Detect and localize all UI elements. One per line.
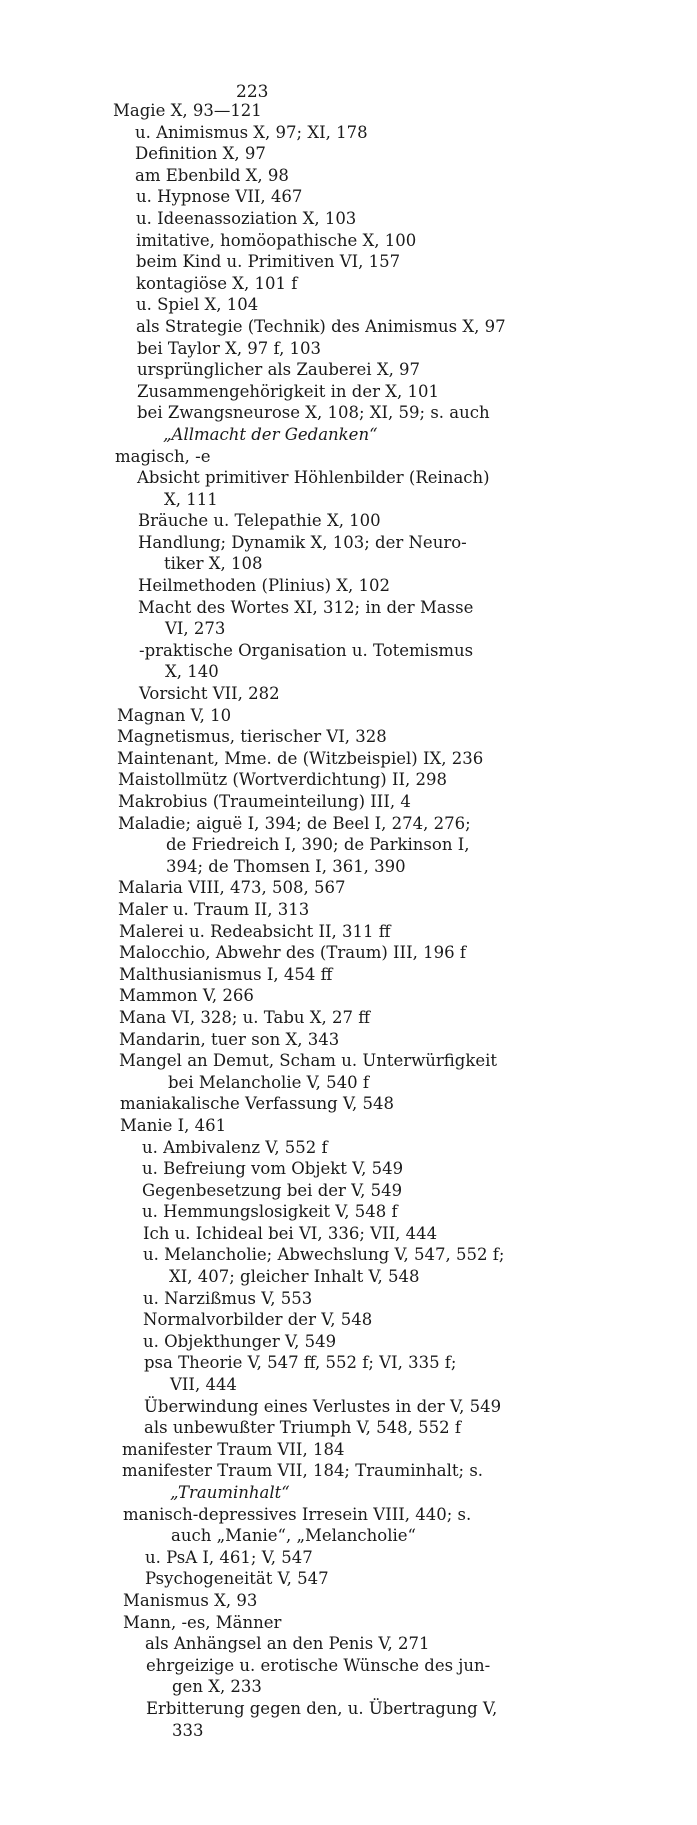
entry-text: kontagiöse X, 101 f xyxy=(136,273,298,293)
index-entry xyxy=(0,446,697,468)
index-subentry xyxy=(0,186,697,208)
index-continuation xyxy=(0,1676,697,1698)
entry-text: Normalvorbilder der V, 548 xyxy=(143,1310,373,1330)
entry-text: maniakalische Verfassung V, 548 xyxy=(120,1094,394,1114)
entry-text: u. Objekthunger V, 549 xyxy=(143,1331,337,1351)
index-entry xyxy=(0,964,697,986)
index-subentry xyxy=(0,294,697,316)
entry-text: auch „Manie“, „Melancholie“ xyxy=(171,1526,416,1546)
index-subentry xyxy=(0,1655,697,1677)
index-subentry xyxy=(0,1223,697,1245)
entry-text: Vorsicht VII, 282 xyxy=(139,684,280,704)
index-subentry xyxy=(0,1201,697,1223)
index-entry xyxy=(0,1050,697,1072)
index-continuation xyxy=(0,1072,697,1094)
index-entry xyxy=(0,1439,697,1461)
entry-text: X, 111 xyxy=(164,489,218,509)
index-entry xyxy=(0,100,697,122)
entry-text: Malerei u. Redeabsicht II, 311 ff xyxy=(119,921,391,941)
index-entry xyxy=(0,985,697,1007)
entry-text: Malaria VIII, 473, 508, 567 xyxy=(118,878,346,898)
entry-text: Magnan V, 10 xyxy=(117,705,232,725)
index-entry xyxy=(0,1590,697,1612)
entry-text: Macht des Wortes XI, 312; in der Masse xyxy=(138,597,474,617)
entry-text: Ich u. Ichideal bei VI, 336; VII, 444 xyxy=(143,1223,438,1243)
entry-text: beim Kind u. Primitiven VI, 157 xyxy=(136,252,401,272)
index-entry xyxy=(0,1504,697,1526)
entry-text: Mangel an Demut, Scham u. Unterwürfigkeit xyxy=(119,1051,498,1071)
entry-text: Manismus X, 93 xyxy=(123,1590,258,1610)
index-subentry xyxy=(0,1352,697,1374)
index-subentry xyxy=(0,1309,697,1331)
page-number: 223 xyxy=(236,82,269,102)
index-continuation xyxy=(0,1266,697,1288)
index-entry xyxy=(0,1029,697,1051)
index-subentry xyxy=(0,1417,697,1439)
entry-text: Malthusianismus I, 454 ff xyxy=(119,964,333,984)
index-entry xyxy=(0,1007,697,1029)
index-subentry xyxy=(0,316,697,338)
index-continuation xyxy=(0,856,697,878)
index-subentry xyxy=(0,510,697,532)
index-continuation xyxy=(0,1525,697,1547)
index-subentry xyxy=(0,122,697,144)
entry-text: de Friedreich I, 390; de Parkinson I, xyxy=(166,835,470,855)
index-entry xyxy=(0,791,697,813)
entry-text: Mann, -es, Männer xyxy=(123,1612,282,1632)
index-subentry xyxy=(0,1244,697,1266)
entry-text: u. Narzißmus V, 553 xyxy=(143,1288,313,1308)
entry-text: Maintenant, Mme. de (Witzbeispiel) IX, 236 xyxy=(117,748,484,768)
index-subentry xyxy=(0,532,697,554)
entry-text: gen X, 233 xyxy=(172,1677,262,1697)
index-continuation xyxy=(0,661,697,683)
index-subentry xyxy=(0,1137,697,1159)
entry-text: manifester Traum VII, 184 xyxy=(122,1439,345,1459)
entry-text: Mandarin, tuer son X, 343 xyxy=(119,1029,340,1049)
entry-text: Überwindung eines Verlustes in der V, 549 xyxy=(144,1396,502,1416)
index-continuation xyxy=(0,618,697,640)
entry-text: „Trauminhalt“ xyxy=(170,1483,290,1502)
index-continuation xyxy=(0,834,697,856)
entry-text: Maladie; aiguë I, 394; de Beel I, 274, 276; xyxy=(118,813,471,833)
entry-text: bei Melancholie V, 540 f xyxy=(168,1072,369,1092)
entry-text: Manie I, 461 xyxy=(120,1115,227,1135)
entry-text: Handlung; Dynamik X, 103; der Neuro- xyxy=(138,532,467,552)
entry-text: manisch-depressives Irresein VIII, 440; s. xyxy=(123,1504,472,1524)
index-subentry xyxy=(0,1331,697,1353)
entry-text: Maistollmütz (Wortverdichtung) II, 298 xyxy=(118,770,447,790)
index-subentry xyxy=(0,359,697,381)
index-entry xyxy=(0,1115,697,1137)
entry-text: VII, 444 xyxy=(170,1375,237,1395)
entry-text: u. Hypnose VII, 467 xyxy=(136,187,303,207)
entry-text: Maler u. Traum II, 313 xyxy=(118,899,310,919)
index-continuation xyxy=(0,1374,697,1396)
index-subentry xyxy=(0,165,697,187)
entry-text: Malocchio, Abwehr des (Traum) III, 196 f xyxy=(119,943,466,963)
entry-text: imitative, homöopathische X, 100 xyxy=(136,230,417,250)
entry-text: ursprünglicher als Zauberei X, 97 xyxy=(137,360,421,380)
index-subentry xyxy=(0,1568,697,1590)
index-subentry xyxy=(0,273,697,295)
index-continuation xyxy=(0,424,697,446)
entry-text: X, 140 xyxy=(165,662,219,682)
entry-text: XI, 407; gleicher Inhalt V, 548 xyxy=(169,1267,420,1287)
entry-text: u. Ambivalenz V, 552 f xyxy=(142,1137,328,1157)
index-subentry xyxy=(0,1180,697,1202)
index-subentry xyxy=(0,597,697,619)
index-subentry xyxy=(0,251,697,273)
entry-text: manifester Traum VII, 184; Trauminhalt; s. xyxy=(122,1461,484,1481)
entry-text: 333 xyxy=(172,1720,204,1740)
index-subentry xyxy=(0,1396,697,1418)
index-subentry xyxy=(0,683,697,705)
entry-text: 394; de Thomsen I, 361, 390 xyxy=(166,856,406,876)
entry-text: Erbitterung gegen den, u. Übertragung V, xyxy=(146,1698,498,1718)
index-entry xyxy=(0,769,697,791)
index-continuation xyxy=(0,1482,697,1504)
entry-text: bei Taylor X, 97 f, 103 xyxy=(137,338,322,358)
entry-text: Psychogeneität V, 547 xyxy=(145,1569,329,1589)
entry-text: u. Spiel X, 104 xyxy=(136,295,259,315)
index-subentry xyxy=(0,575,697,597)
index-continuation xyxy=(0,1720,697,1742)
entry-text: am Ebenbild X, 98 xyxy=(135,165,289,185)
index-subentry xyxy=(0,1633,697,1655)
index-subentry xyxy=(0,230,697,252)
index-subentry xyxy=(0,381,697,403)
index-subentry xyxy=(0,338,697,360)
index-subentry xyxy=(0,1698,697,1720)
entry-text: ehrgeizige u. erotische Wünsche des jun- xyxy=(146,1655,491,1675)
index-entries xyxy=(0,100,697,1741)
entry-text: Mana VI, 328; u. Tabu X, 27 ff xyxy=(119,1007,370,1027)
index-subentry xyxy=(0,143,697,165)
index-entry xyxy=(0,813,697,835)
index-subentry xyxy=(0,1158,697,1180)
entry-text: Makrobius (Traumeinteilung) III, 4 xyxy=(118,792,411,811)
entry-text: Mammon V, 266 xyxy=(119,986,254,1006)
index-continuation xyxy=(0,553,697,575)
entry-text: u. Befreiung vom Objekt V, 549 xyxy=(142,1159,404,1179)
entry-text: VI, 273 xyxy=(165,619,226,639)
index-continuation xyxy=(0,489,697,511)
index-subentry xyxy=(0,402,697,424)
entry-text: Definition X, 97 xyxy=(135,144,266,164)
entry-text: Absicht primitiver Höhlenbilder (Reinach) xyxy=(137,468,490,488)
index-subentry xyxy=(0,1547,697,1569)
entry-text: bei Zwangsneurose X, 108; XI, 59; s. auch xyxy=(137,403,490,423)
entry-text: u. Hemmungslosigkeit V, 548 f xyxy=(142,1202,398,1222)
entry-text: -praktische Organisation u. Totemismus xyxy=(139,640,474,660)
index-subentry xyxy=(0,467,697,489)
entry-text: psa Theorie V, 547 ff, 552 f; VI, 335 f; xyxy=(144,1353,457,1373)
index-entry xyxy=(0,899,697,921)
entry-text: u. Melancholie; Abwechslung V, 547, 552 f; xyxy=(143,1245,505,1265)
entry-text: Bräuche u. Telepathie X, 100 xyxy=(138,511,381,531)
entry-text: als Anhängsel an den Penis V, 271 xyxy=(145,1634,430,1654)
entry-text: u. Ideenassoziation X, 103 xyxy=(136,208,357,228)
entry-text: als unbewußter Triumph V, 548, 552 f xyxy=(144,1418,461,1438)
entry-text: tiker X, 108 xyxy=(164,554,263,574)
index-entry xyxy=(0,748,697,770)
entry-text: u. Animismus X, 97; XI, 178 xyxy=(135,122,368,142)
index-entry xyxy=(0,1093,697,1115)
entry-text: „Allmacht der Gedanken“ xyxy=(163,424,378,444)
entry-text: magisch, -e xyxy=(115,446,211,466)
index-entry xyxy=(0,921,697,943)
index-entry xyxy=(0,877,697,899)
index-subentry xyxy=(0,208,697,230)
index-entry xyxy=(0,726,697,748)
entry-text: Magnetismus, tierischer VI, 328 xyxy=(117,727,387,747)
entry-text: Zusammengehörigkeit in der X, 101 xyxy=(137,381,439,401)
index-subentry xyxy=(0,1288,697,1310)
entry-text: u. PsA I, 461; V, 547 xyxy=(145,1547,313,1567)
entry-text: als Strategie (Technik) des Animismus X, 97 xyxy=(136,316,506,336)
index-entry xyxy=(0,942,697,964)
entry-text: Heilmethoden (Plinius) X, 102 xyxy=(138,576,391,596)
index-entry xyxy=(0,1460,697,1482)
index-entry xyxy=(0,705,697,727)
index-entry xyxy=(0,1612,697,1634)
index-subentry xyxy=(0,640,697,662)
entry-text: Magie X, 93—121 xyxy=(113,101,262,120)
entry-text: Gegenbesetzung bei der V, 549 xyxy=(142,1180,403,1200)
